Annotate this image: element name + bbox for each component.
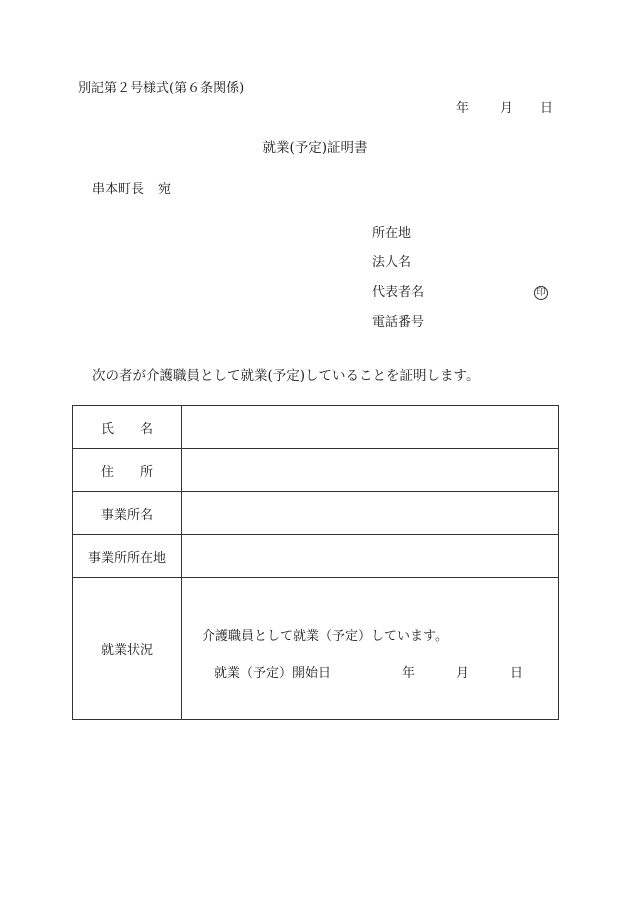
table-row [73,578,559,720]
address-field[interactable] [182,449,559,492]
office-location-field[interactable] [182,535,559,578]
table-row [73,492,559,535]
name-field[interactable] [182,406,559,449]
seal-icon: 印 [534,286,548,300]
addressee-name: 串本町長 [92,182,145,197]
phone-label: 電話番号 [372,315,425,330]
document-title: 就業(予定)証明書 [262,140,368,156]
status-line: 介護職員として就業（予定）しています。 [202,629,448,644]
office-name-label: 事業所名 [73,492,182,535]
addressee-suffix: 宛 [158,182,172,197]
employment-form-table [72,405,559,720]
office-name-field[interactable] [182,492,559,535]
form-number: 別記第２号様式(第６条関係) [78,81,245,96]
employment-status-label: 就業状況 [73,578,182,720]
table-row [73,535,559,578]
corporation-label: 法人名 [372,255,412,270]
date-day: 日 [540,101,554,116]
address-label: 住 所 [73,449,182,492]
addressee [92,183,171,196]
table-row [73,406,559,449]
start-year: 年 [402,666,416,681]
name-label: 氏 名 [73,406,182,449]
start-month: 月 [456,666,470,681]
start-day: 日 [510,666,524,681]
date-month: 月 [500,101,514,116]
start-date-label: 就業（予定）開始日 [214,666,332,681]
representative-label: 代表者名 [372,285,425,300]
date-year: 年 [456,101,470,116]
certification-statement: 次の者が介護職員として就業(予定)していることを証明します。 [92,368,480,384]
location-label: 所在地 [372,226,412,241]
employment-status-field[interactable] [182,578,559,720]
table-row [73,449,559,492]
office-location-label: 事業所所在地 [73,535,182,578]
